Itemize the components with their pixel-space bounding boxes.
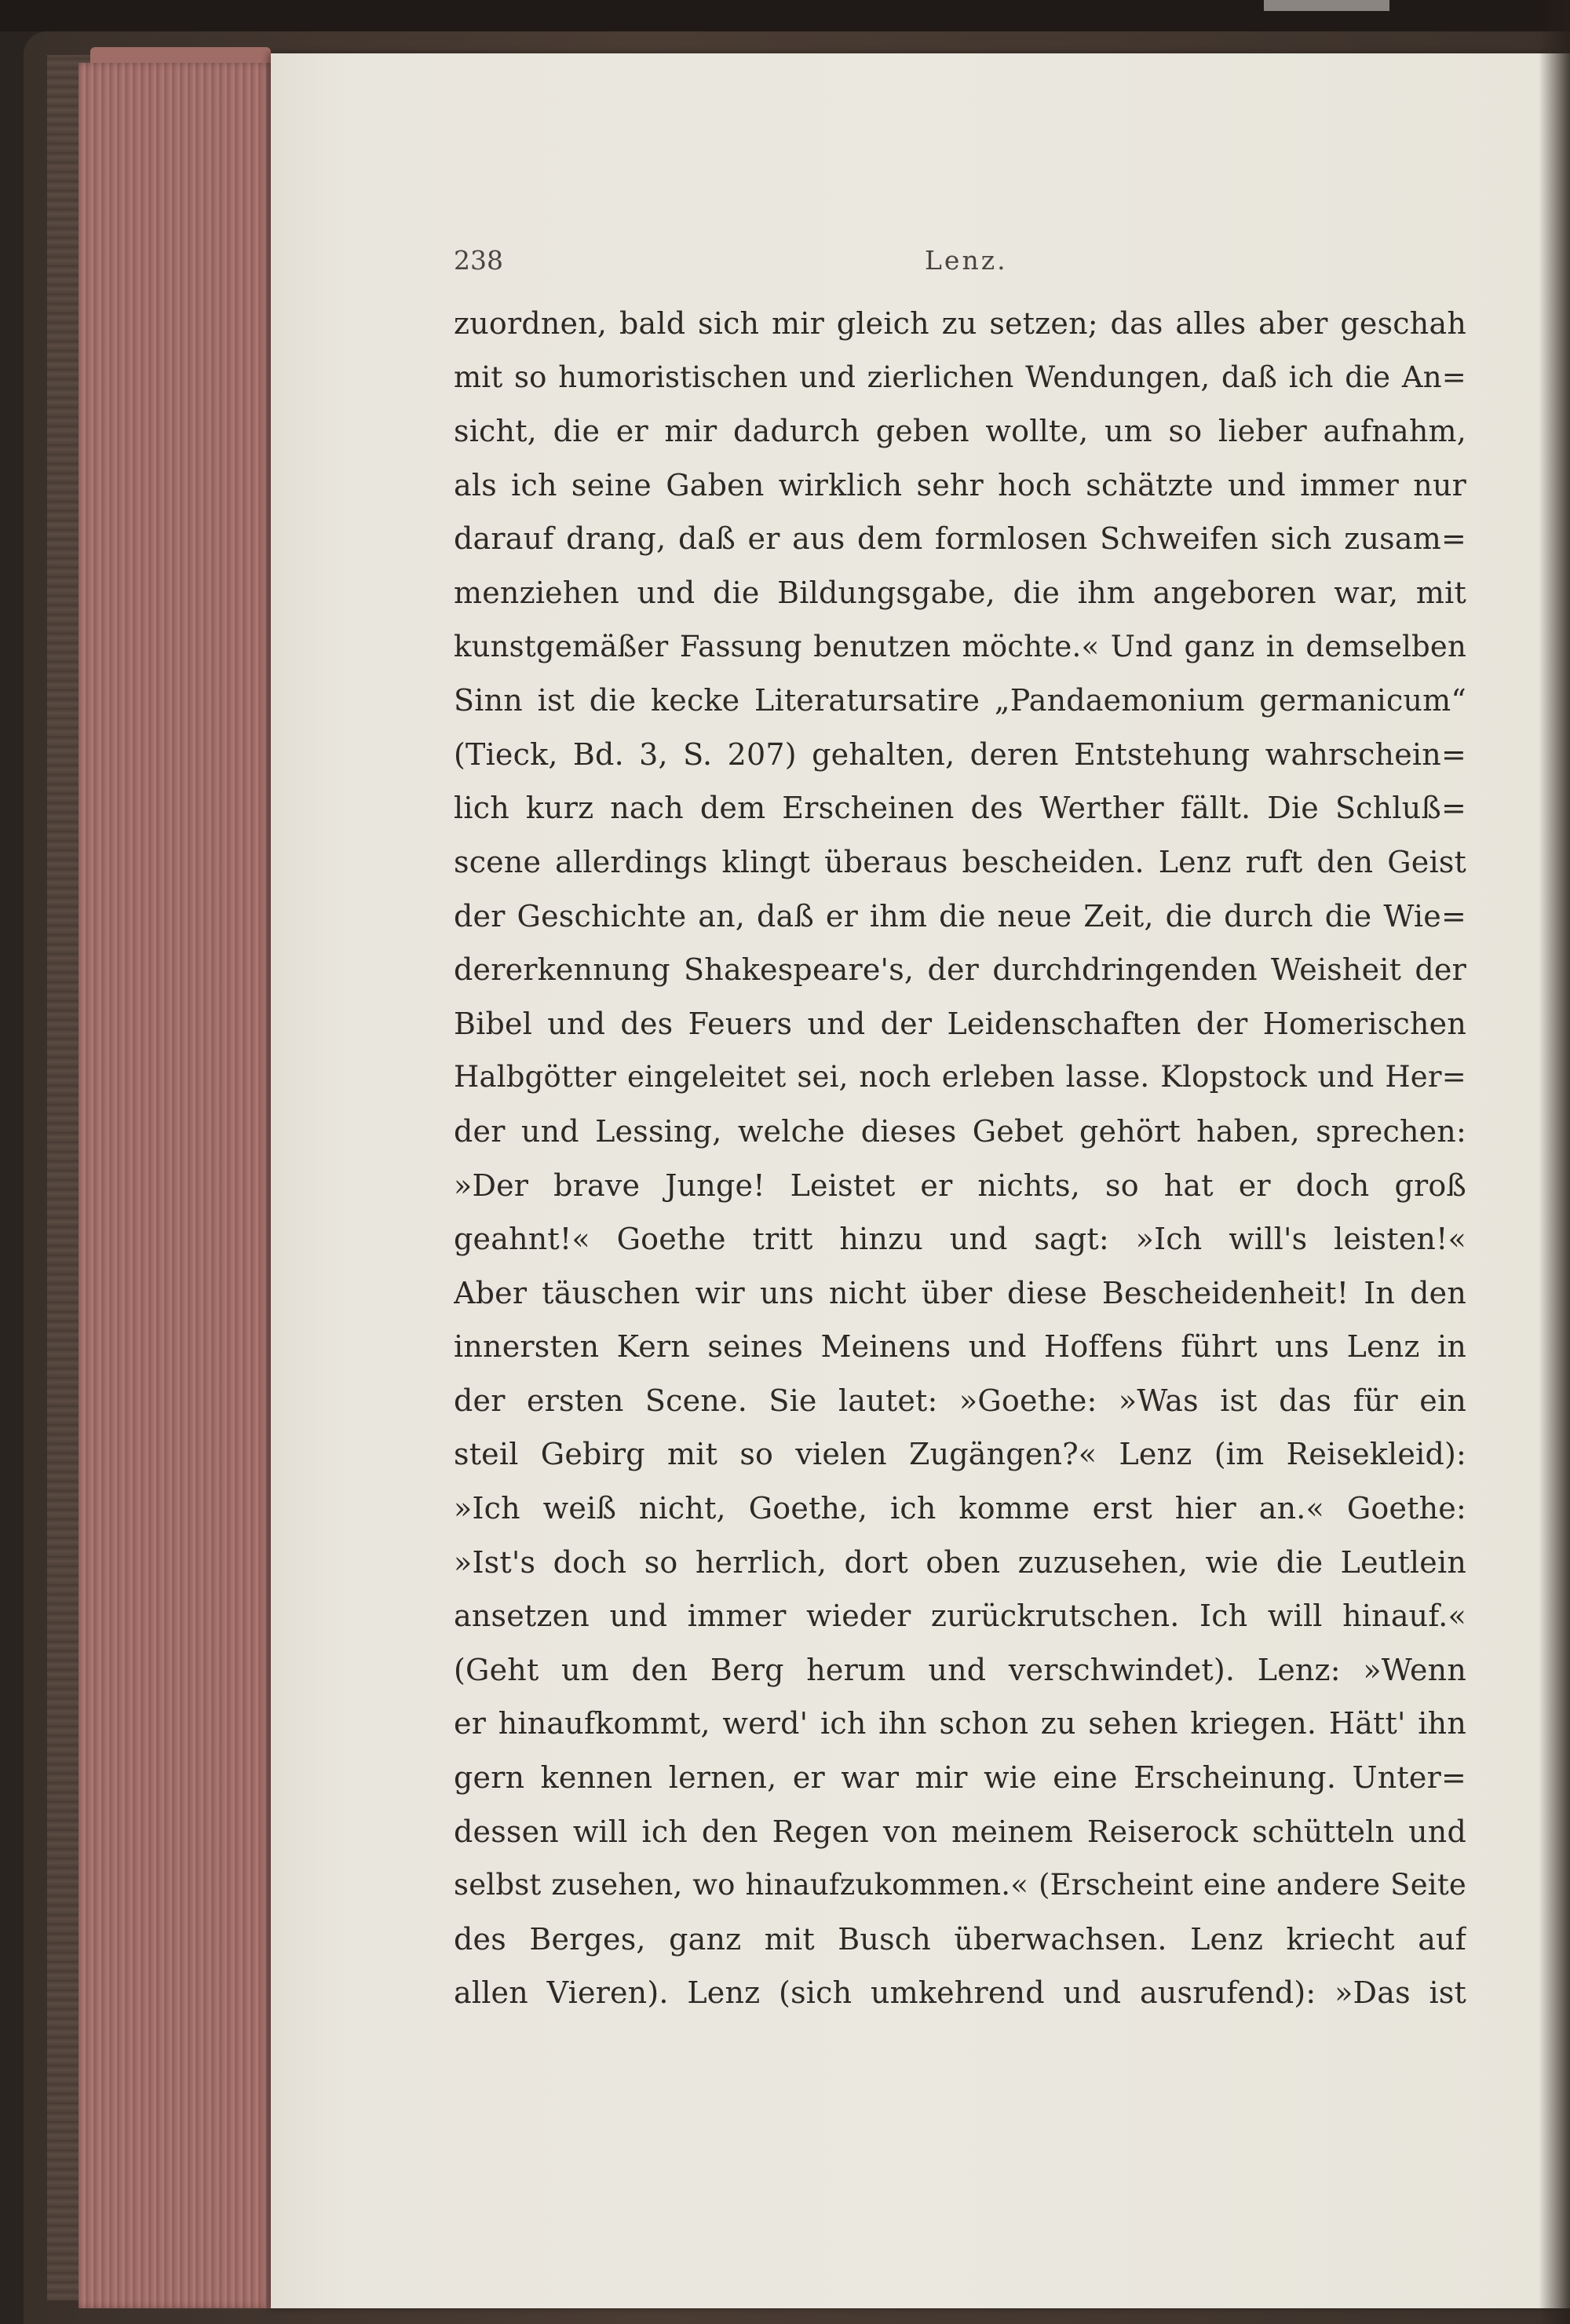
running-head: Lenz. — [925, 245, 1008, 276]
text-line: ansetzen und immer wieder zurückrutschen. Ich will hinauf.« — [454, 1599, 1466, 1634]
text-line: geahnt!« Goethe tritt hinzu und sagt: »Ich will's leisten!« — [454, 1222, 1466, 1257]
text-line: scene allerdings klingt überaus bescheiden. Lenz ruft den Geist — [454, 844, 1466, 879]
text-line: des Berges, ganz mit Busch überwachsen. Lenz kriecht auf — [454, 1921, 1466, 1957]
text-line: selbst zusehen, wo hinaufzukommen.« (Erscheint eine andere Seite — [454, 1868, 1466, 1902]
text-line: (Tieck, Bd. 3, S. 207) gehalten, deren Entstehung wahrschein= — [454, 736, 1466, 772]
text-line: innersten Kern seines Meinens und Hoffens führt uns Lenz in — [454, 1329, 1466, 1365]
text-line: darauf drang, daß er aus dem formlosen Schweifen sich zusam= — [454, 521, 1466, 557]
text-line: dererkennung Shakespeare's, der durchdringenden Weisheit der — [454, 952, 1466, 988]
page-edges — [78, 63, 275, 2308]
text-line: lich kurz nach dem Erscheinen des Werther fällt. Die Schluß= — [454, 791, 1466, 826]
text-line: »Ich weiß nicht, Goethe, ich komme erst hier an.« Goethe: — [454, 1491, 1466, 1526]
scan-top-mark — [1264, 0, 1389, 11]
text-line: Sinn ist die kecke Literatursatire „Pandaemonium germanicum“ — [454, 683, 1466, 718]
text-line: »Der brave Junge! Leistet er nichts, so hat er doch groß — [454, 1167, 1466, 1203]
text-line: er hinaufkommt, werd' ich ihn schon zu sehen kriegen. Hätt' ihn — [454, 1706, 1466, 1741]
gutter-shadow — [1539, 0, 1570, 2324]
body-text — [454, 297, 1466, 2020]
text-line: gern kennen lernen, er war mir wie eine Erscheinung. Unter= — [454, 1760, 1466, 1796]
text-line: der ersten Scene. Sie lautet: »Goethe: »Was ist das für ein — [454, 1383, 1466, 1418]
text-line: zuordnen, bald sich mir gleich zu setzen; das alles aber geschah — [454, 306, 1466, 341]
page-number: 238 — [454, 245, 503, 276]
page-header — [454, 245, 1466, 284]
text-line: sicht, die er mir dadurch geben wollte, um so lieber aufnahm, — [454, 414, 1466, 449]
text-line: allen Vieren). Lenz (sich umkehrend und ausrufend): »Das ist — [454, 1975, 1466, 2011]
text-line: menziehen und die Bildungsgabe, die ihm angeboren war, mit — [454, 575, 1466, 610]
text-line: der und Lessing, welche dieses Gebet gehört haben, sprechen: — [454, 1113, 1466, 1149]
text-line: kunstgemäßer Fassung benutzen möchte.« Und ganz in demselben — [454, 629, 1466, 663]
text-line: Aber täuschen wir uns nicht über diese Bescheidenheit! In den — [454, 1275, 1466, 1310]
text-line: (Geht um den Berg herum und verschwindet). Lenz: »Wenn — [454, 1652, 1466, 1687]
text-line: als ich seine Gaben wirklich sehr hoch schätzte und immer nur — [454, 467, 1466, 502]
text-line: steil Gebirg mit so vielen Zugängen?« Lenz (im Reisekleid): — [454, 1437, 1466, 1472]
text-line: der Geschichte an, daß er ihm die neue Zeit, die durch die Wie= — [454, 898, 1466, 934]
text-line: Bibel und des Feuers und der Leidenschaften der Homerischen — [454, 1006, 1466, 1041]
text-line: dessen will ich den Regen von meinem Reiserock schütteln und — [454, 1814, 1466, 1849]
text-line: »Ist's doch so herrlich, dort oben zuzusehen, wie die Leutlein — [454, 1544, 1466, 1580]
text-line: Halbgötter eingeleitet sei, noch erleben lasse. Klopstock und Her= — [454, 1060, 1466, 1094]
text-line: mit so humoristischen und zierlichen Wendungen, daß ich die An= — [454, 360, 1466, 394]
